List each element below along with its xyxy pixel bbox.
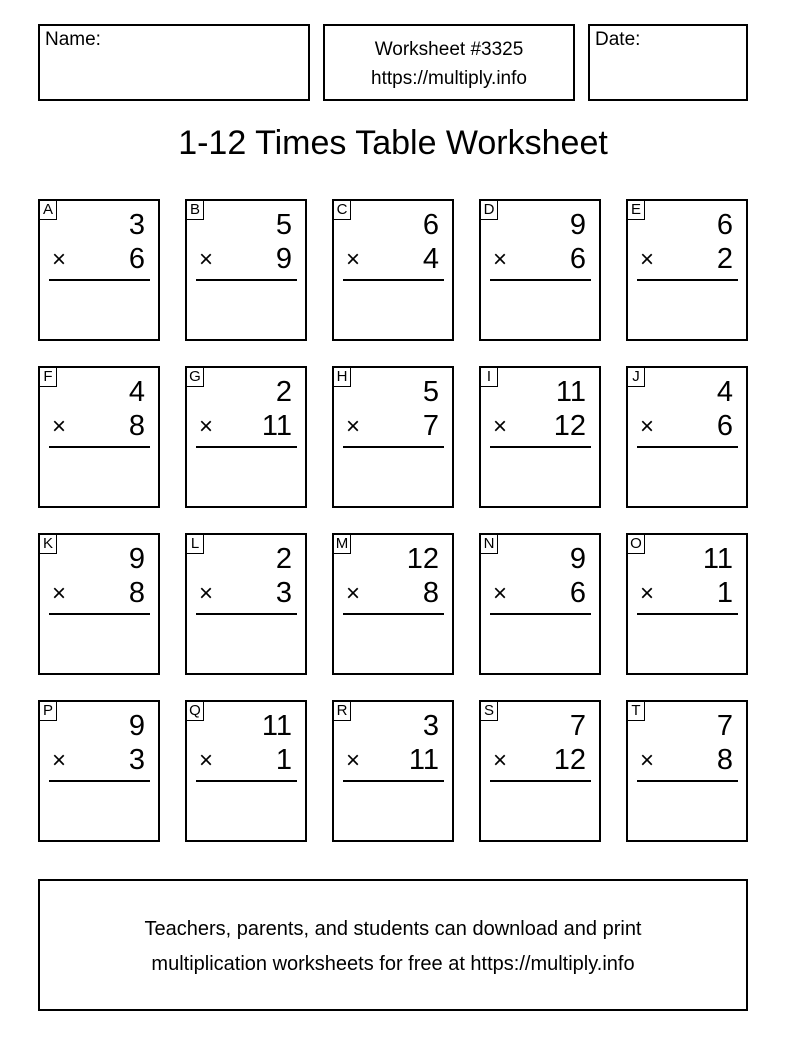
footer-line-1: Teachers, parents, and students can download and print	[144, 918, 642, 940]
multiplier: 3	[128, 744, 145, 776]
multiply-sign: ×	[640, 747, 655, 774]
problem-card-r	[332, 700, 454, 842]
multiply-sign: ×	[52, 246, 67, 273]
answer-line	[343, 279, 444, 281]
problem-letter: R	[333, 701, 351, 721]
problem-letter: B	[186, 200, 204, 220]
answer-line	[637, 613, 738, 615]
answer-line	[196, 446, 297, 448]
answer-line	[343, 446, 444, 448]
page-title: 1-12 Times Table Worksheet	[178, 124, 608, 162]
problem-letter: D	[480, 200, 498, 220]
answer-line	[490, 446, 591, 448]
problem-card-g	[185, 366, 307, 508]
problem-card-f	[38, 366, 160, 508]
multiplicand: 9	[128, 543, 145, 575]
problem-card-n	[479, 533, 601, 675]
answer-line	[637, 446, 738, 448]
multiplier: 8	[128, 577, 145, 609]
answer-line	[196, 780, 297, 782]
multiplicand: 11	[555, 376, 586, 408]
answer-line	[343, 613, 444, 615]
problem-letter: F	[39, 367, 57, 387]
multiplier: 1	[275, 744, 292, 776]
multiply-sign: ×	[199, 580, 214, 607]
answer-line	[196, 613, 297, 615]
name-label: Name:	[45, 29, 101, 50]
multiply-sign: ×	[493, 747, 508, 774]
problem-card-p	[38, 700, 160, 842]
problem-card-e	[626, 199, 748, 341]
multiplicand: 6	[716, 209, 733, 241]
multiplicand: 4	[716, 376, 733, 408]
multiplier: 6	[569, 243, 586, 275]
multiply-sign: ×	[493, 246, 508, 273]
problem-card-b	[185, 199, 307, 341]
problem-letter: S	[480, 701, 498, 721]
problem-card-c	[332, 199, 454, 341]
multiplier: 6	[716, 410, 733, 442]
answer-line	[49, 446, 150, 448]
answer-line	[490, 613, 591, 615]
multiplier: 6	[569, 577, 586, 609]
answer-line	[490, 279, 591, 281]
date-field-box	[588, 24, 748, 101]
problem-letter: K	[39, 534, 57, 554]
problem-card-a	[38, 199, 160, 341]
problem-letter: M	[333, 534, 351, 554]
problem-letter: J	[627, 367, 645, 387]
multiplicand: 2	[275, 543, 292, 575]
multiplicand: 5	[422, 376, 439, 408]
answer-line	[343, 780, 444, 782]
problem-card-o	[626, 533, 748, 675]
multiply-sign: ×	[52, 747, 67, 774]
multiplicand: 5	[275, 209, 292, 241]
worksheet-info-box	[323, 24, 575, 101]
multiply-sign: ×	[346, 413, 361, 440]
multiplier: 8	[422, 577, 439, 609]
multiply-sign: ×	[346, 246, 361, 273]
name-field-box	[38, 24, 310, 101]
problem-letter: N	[480, 534, 498, 554]
problem-card-q	[185, 700, 307, 842]
multiplier: 7	[422, 410, 439, 442]
multiplicand: 11	[702, 543, 733, 575]
multiplier: 1	[716, 577, 733, 609]
multiplier: 8	[716, 744, 733, 776]
multiplier: 11	[408, 744, 439, 776]
multiplier: 6	[128, 243, 145, 275]
multiplicand: 7	[716, 710, 733, 742]
answer-line	[49, 613, 150, 615]
problem-card-k	[38, 533, 160, 675]
problem-card-d	[479, 199, 601, 341]
problem-card-m	[332, 533, 454, 675]
multiplicand: 12	[406, 543, 439, 575]
multiplier: 12	[553, 744, 586, 776]
multiplier: 12	[553, 410, 586, 442]
problem-letter: I	[480, 367, 498, 387]
multiply-sign: ×	[52, 580, 67, 607]
multiplicand: 6	[422, 209, 439, 241]
multiply-sign: ×	[493, 413, 508, 440]
problem-letter: T	[627, 701, 645, 721]
multiplier: 3	[275, 577, 292, 609]
multiplier: 2	[716, 243, 733, 275]
multiplicand: 3	[128, 209, 145, 241]
multiply-sign: ×	[346, 747, 361, 774]
problem-letter: P	[39, 701, 57, 721]
answer-line	[49, 279, 150, 281]
problem-letter: G	[186, 367, 204, 387]
problem-card-h	[332, 366, 454, 508]
problem-card-s	[479, 700, 601, 842]
problem-letter: C	[333, 200, 351, 220]
problem-card-t	[626, 700, 748, 842]
multiplier: 11	[261, 410, 292, 442]
answer-line	[196, 279, 297, 281]
multiplier: 4	[422, 243, 439, 275]
multiply-sign: ×	[640, 580, 655, 607]
multiply-sign: ×	[199, 246, 214, 273]
multiplier: 9	[275, 243, 292, 275]
multiply-sign: ×	[199, 413, 214, 440]
problem-letter: E	[627, 200, 645, 220]
multiply-sign: ×	[640, 246, 655, 273]
footer-line-2: multiplication worksheets for free at https://multiply.info	[151, 953, 635, 975]
problem-card-j	[626, 366, 748, 508]
problem-card-i	[479, 366, 601, 508]
multiplicand: 11	[261, 710, 292, 742]
answer-line	[490, 780, 591, 782]
problem-letter: O	[627, 534, 645, 554]
worksheet-url: https://multiply.info	[371, 68, 527, 89]
multiplicand: 9	[569, 209, 586, 241]
answer-line	[637, 780, 738, 782]
multiplicand: 7	[569, 710, 586, 742]
problem-card-l	[185, 533, 307, 675]
multiplicand: 3	[422, 710, 439, 742]
multiply-sign: ×	[199, 747, 214, 774]
problem-letter: A	[39, 200, 57, 220]
multiplier: 8	[128, 410, 145, 442]
multiplicand: 4	[128, 376, 145, 408]
multiply-sign: ×	[52, 413, 67, 440]
multiply-sign: ×	[493, 580, 508, 607]
answer-line	[49, 780, 150, 782]
multiply-sign: ×	[640, 413, 655, 440]
multiplicand: 9	[569, 543, 586, 575]
footer-box	[38, 879, 748, 1011]
multiplicand: 2	[275, 376, 292, 408]
problem-letter: H	[333, 367, 351, 387]
multiplicand: 9	[128, 710, 145, 742]
problem-letter: Q	[186, 701, 204, 721]
problem-letter: L	[186, 534, 204, 554]
worksheet-id: Worksheet #3325	[374, 39, 524, 60]
answer-line	[637, 279, 738, 281]
multiply-sign: ×	[346, 580, 361, 607]
date-label: Date:	[595, 29, 641, 50]
